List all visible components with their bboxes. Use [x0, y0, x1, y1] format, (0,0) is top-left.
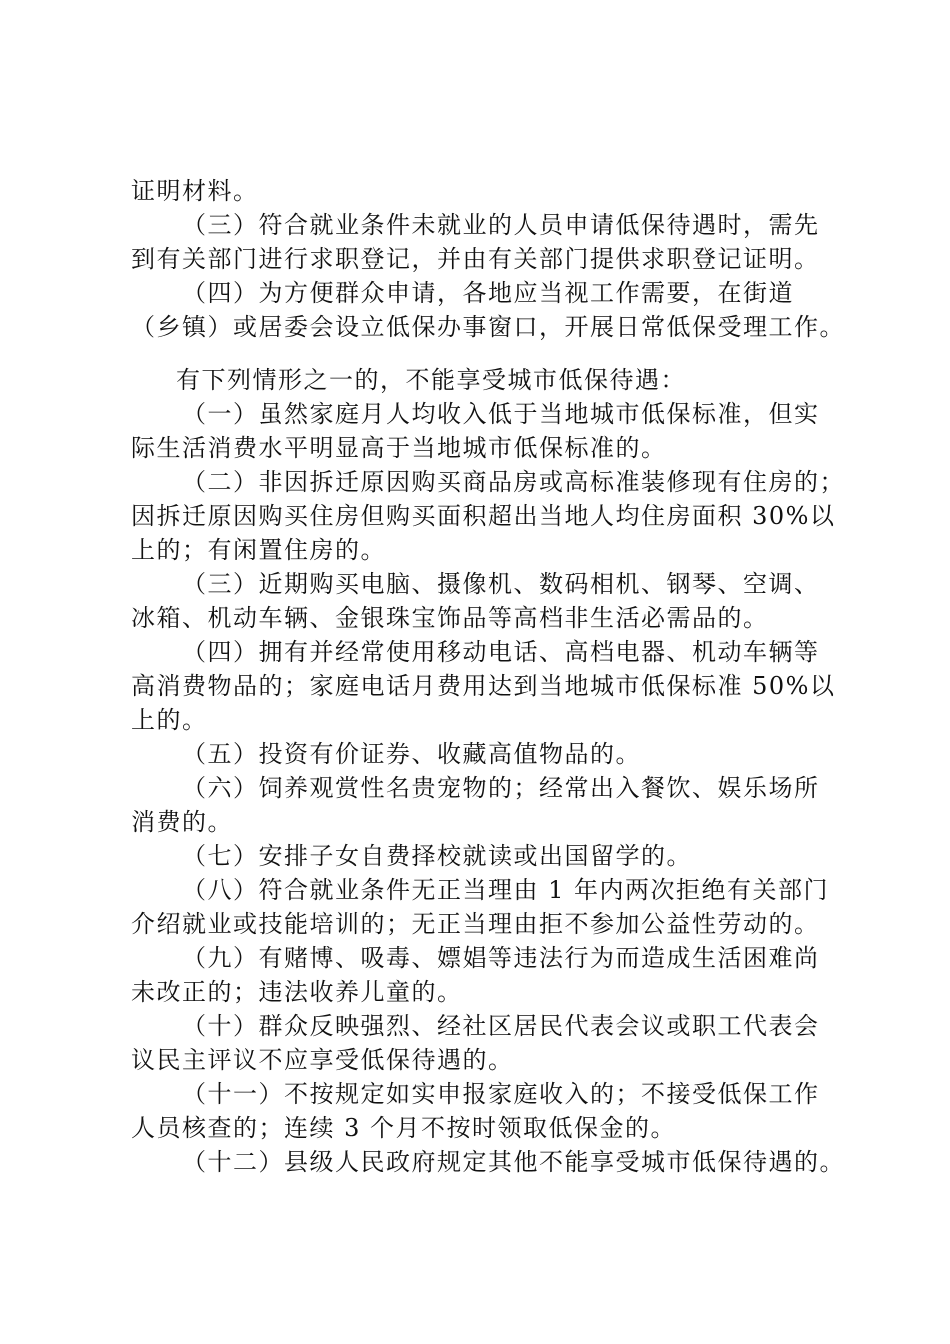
text-line: （一）虽然家庭月人均收入低于当地城市低保标准，但实: [182, 400, 820, 428]
text-line: 上的；有闲置住房的。: [131, 536, 386, 564]
text-line: （四）为方便群众申请，各地应当视工作需要，在街道: [182, 279, 794, 307]
text-line: 未改正的；违法收养儿童的。: [131, 978, 463, 1006]
text-line: （三）符合就业条件未就业的人员申请低保待遇时，需先: [182, 211, 820, 239]
text-line: 消费的。: [131, 808, 233, 836]
text-line: 证明材料。: [131, 177, 259, 205]
text-line: （二）非因拆迁原因购买商品房或高标准装修现有住房的；: [182, 468, 845, 496]
text-line: （乡镇）或居委会设立低保办事窗口，开展日常低保受理工作。: [131, 313, 845, 341]
text-line: 有下列情形之一的，不能享受城市低保待遇：: [176, 366, 686, 394]
text-line: （九）有赌博、吸毒、嫖娼等违法行为而造成生活困难尚: [182, 944, 820, 972]
text-line: （四）拥有并经常使用移动电话、高档电器、机动车辆等: [182, 638, 820, 666]
text-line: 上的。: [131, 706, 208, 734]
text-line: （十二）县级人民政府规定其他不能享受城市低保待遇的。: [182, 1148, 845, 1176]
text-line: （十）群众反映强烈、经社区居民代表会议或职工代表会: [182, 1012, 820, 1040]
text-line: （六）饲养观赏性名贵宠物的；经常出入餐饮、娱乐场所: [182, 774, 820, 802]
text-line: 因拆迁原因购买住房但购买面积超出当地人均住房面积 30%以: [131, 502, 836, 530]
text-line: 际生活消费水平明显高于当地城市低保标准的。: [131, 434, 667, 462]
text-line: （七）安排子女自费择校就读或出国留学的。: [182, 842, 692, 870]
text-line: 到有关部门进行求职登记，并由有关部门提供求职登记证明。: [131, 245, 820, 273]
text-line: （五）投资有价证券、收藏高值物品的。: [182, 740, 641, 768]
text-line: （十一）不按规定如实申报家庭收入的；不接受低保工作: [182, 1080, 820, 1108]
text-line: 议民主评议不应享受低保待遇的。: [131, 1046, 514, 1074]
text-line: 人员核查的；连续 3 个月不按时领取低保金的。: [131, 1114, 677, 1142]
text-line: 冰箱、机动车辆、金银珠宝饰品等高档非生活必需品的。: [131, 604, 769, 632]
text-line: 介绍就业或技能培训的；无正当理由拒不参加公益性劳动的。: [131, 910, 820, 938]
text-line: （八）符合就业条件无正当理由 1 年内两次拒绝有关部门: [182, 876, 830, 904]
text-line: 高消费物品的；家庭电话月费用达到当地城市低保标准 50%以: [131, 672, 836, 700]
text-line: （三）近期购买电脑、摄像机、数码相机、钢琴、空调、: [182, 570, 820, 598]
